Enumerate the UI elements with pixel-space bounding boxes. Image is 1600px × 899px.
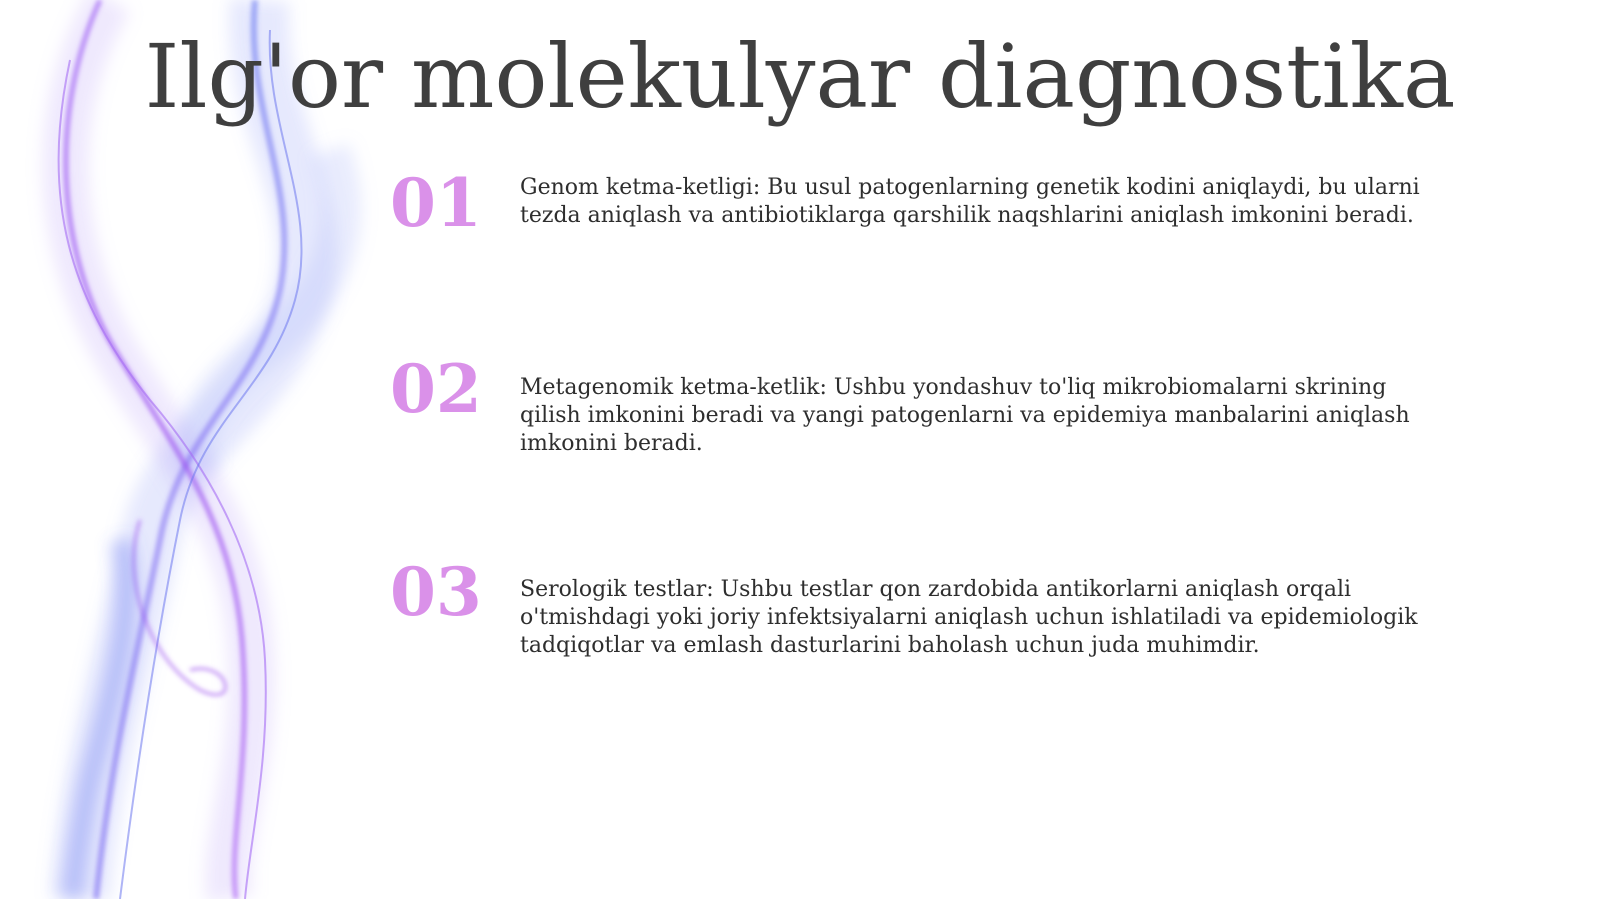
item-number: 03 xyxy=(390,553,482,631)
item-text: Metagenomik ketma-ketlik: Ushbu yondashuv to'liq mikrobiomalarni skrining qilish imkonini beradi va yangi patogenlarni va epidemiya manbalarini aniqlash imkonini beradi. xyxy=(520,375,1410,456)
item-text: Genom ketma-ketligi: Bu usul patogenlarning genetik kodini aniqlaydi, bu ularni tezda aniqlash va antibiotiklarga qarshilik naqshlarini aniqlash imkonini beradi. xyxy=(520,175,1420,228)
slide-title: Ilg'or molekulyar diagnostika xyxy=(144,25,1456,128)
purple-smoke-decoration xyxy=(0,0,420,899)
item-number: 02 xyxy=(390,350,482,428)
item-text: Serologik testlar: Ushbu testlar qon zardobida antikorlarni aniqlash orqali o'tmishdagi yoki joriy infektsiyalarni aniqlash uchun ishlatiladi va epidemiologik tadqiqotlar va emlash dasturlarini baholash uchun juda muhimdir. xyxy=(520,577,1418,658)
item-number: 01 xyxy=(390,164,482,242)
